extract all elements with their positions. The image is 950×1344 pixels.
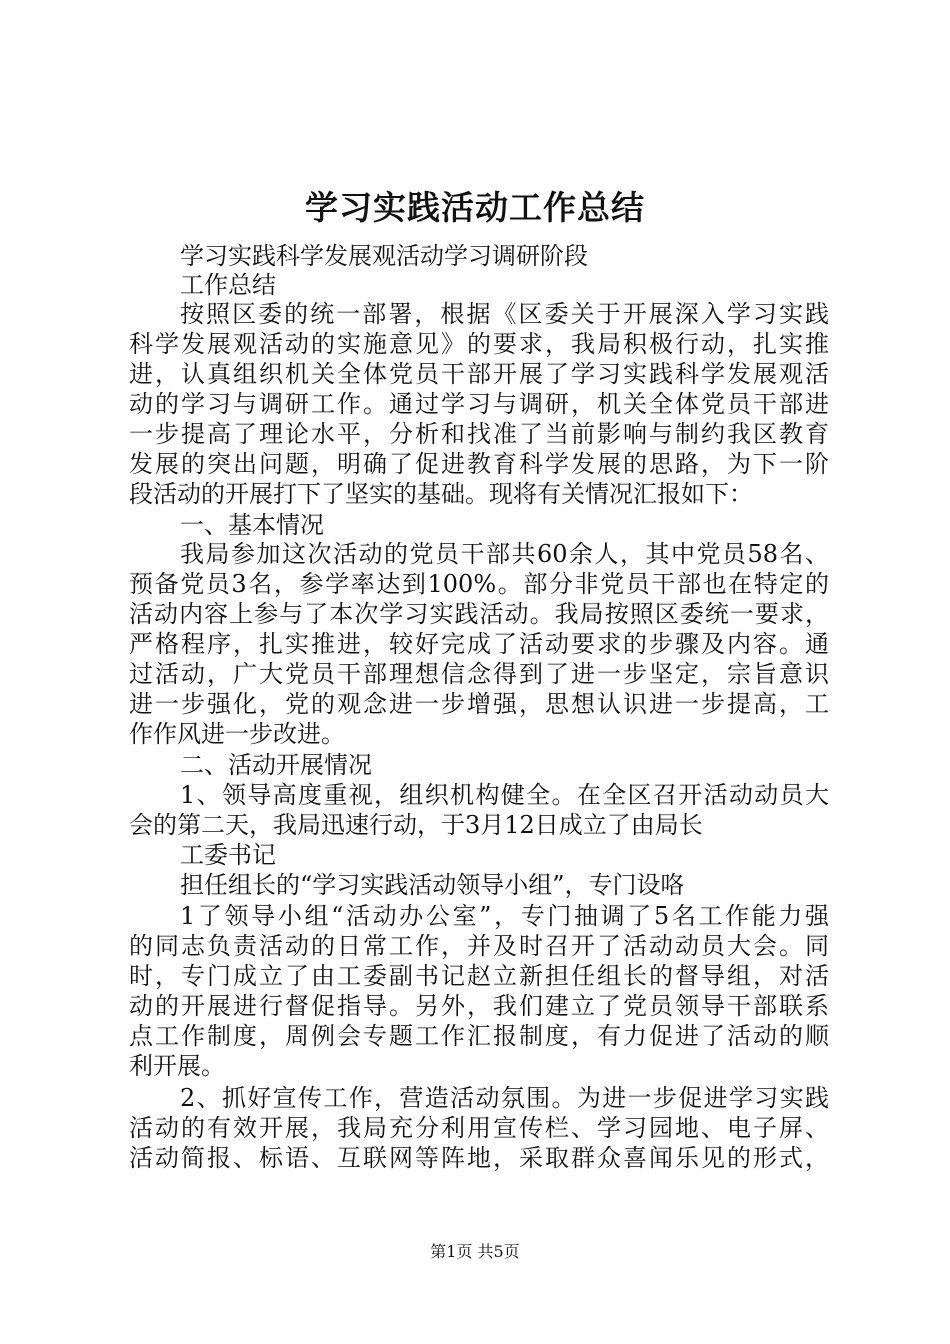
body-line: 一、基本情况 bbox=[180, 511, 324, 539]
document-title: 学习实践活动工作总结 bbox=[305, 188, 645, 227]
body-line: 按照区委的统一部署，根据《区委关于开展深入学习实践 bbox=[180, 300, 829, 328]
body-line: 进一步强化，党的观念进一步增强，思想认识进一步提高，工 bbox=[129, 690, 829, 718]
body-line: 严格程序，扎实推进，较好完成了活动要求的步骤及内容。通 bbox=[129, 630, 829, 658]
body-line: 2、抓好宣传工作，营造活动氛围。为进一步促进学习实践 bbox=[180, 1084, 829, 1112]
body-line: 作作风进一步改进。 bbox=[129, 720, 345, 748]
body-line: 的同志负责活动的日常工作，并及时召开了活动动员大会。同 bbox=[129, 932, 829, 960]
body-line: 担任组长的“学习实践活动领导小组”，专门设咯 bbox=[180, 871, 685, 899]
body-line: 活动的有效开展，我局充分利用宣传栏、学习园地、电子屏、 bbox=[129, 1114, 829, 1142]
body-line: 时，专门成立了由工委副书记赵立新担任组长的督导组，对活 bbox=[129, 962, 829, 990]
body-line: 二、活动开展情况 bbox=[180, 751, 372, 779]
body-line: 1、领导高度重视，组织机构健全。在全区召开活动动员大 bbox=[180, 781, 829, 809]
body-line: 过活动，广大党员干部理想信念得到了进一步坚定，宗旨意识 bbox=[129, 660, 829, 688]
body-line: 点工作制度，周例会专题工作汇报制度，有力促进了活动的顺 bbox=[129, 1022, 829, 1050]
body-line: 一步提高了理论水平，分析和找准了当前影响与制约我区教育 bbox=[129, 420, 829, 448]
body-line: 进，认真组织机关全体党员干部开展了学习实践科学发展观活 bbox=[129, 360, 829, 388]
page-footer: 第1页 共5页 bbox=[430, 1242, 520, 1261]
body-line: 1了领导小组“活动办公室”，专门抽调了5名工作能力强 bbox=[180, 902, 829, 930]
body-line: 工委书记 bbox=[180, 841, 276, 869]
body-line: 动的学习与调研工作。通过学习与调研，机关全体党员干部进 bbox=[129, 390, 829, 418]
body-line: 学习实践科学发展观活动学习调研阶段 bbox=[180, 242, 588, 270]
body-line: 会的第二天，我局迅速行动，于3月12日成立了由局长 bbox=[129, 811, 703, 839]
body-line: 工作总结 bbox=[180, 271, 276, 299]
body-line: 发展的突出问题，明确了促进教育科学发展的思路，为下一阶 bbox=[129, 450, 829, 478]
body-line: 我局参加这次活动的党员干部共60余人，其中党员58名、 bbox=[180, 540, 829, 568]
body-line: 活动内容上参与了本次学习实践活动。我局按照区委统一要求， bbox=[129, 600, 829, 628]
body-line: 段活动的开展打下了坚实的基础。现将有关情况汇报如下： bbox=[129, 480, 753, 508]
body-line: 活动简报、标语、互联网等阵地，采取群众喜闻乐见的形式， bbox=[129, 1144, 829, 1172]
body-line: 预备党员3名，参学率达到100%。部分非党员干部也在特定的 bbox=[129, 570, 829, 598]
body-line: 科学发展观活动的实施意见》的要求，我局积极行动，扎实推 bbox=[129, 330, 829, 358]
body-line: 利开展。 bbox=[129, 1052, 225, 1080]
body-line: 动的开展进行督促指导。另外，我们建立了党员领导干部联系 bbox=[129, 992, 829, 1020]
